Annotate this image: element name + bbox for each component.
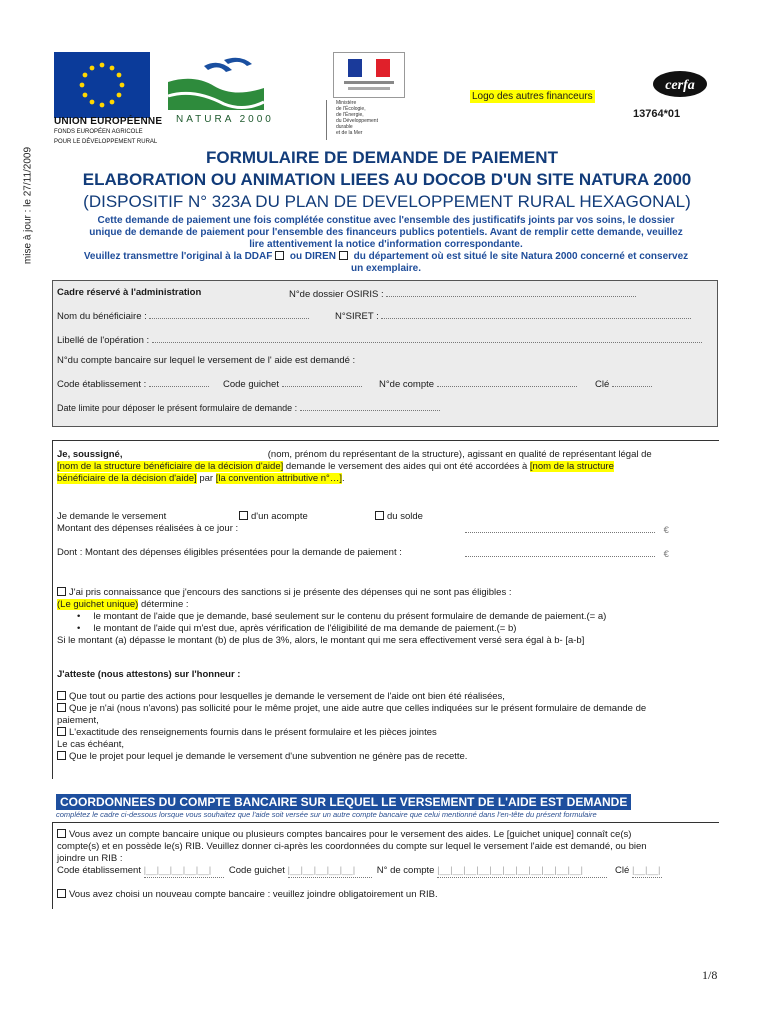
osiris-row bbox=[289, 287, 636, 300]
num-compte-label: N°de compte bbox=[379, 379, 435, 390]
libelle-label: Libellé de l'opération : bbox=[57, 335, 150, 346]
libelle-field[interactable] bbox=[152, 333, 702, 343]
form-title: FORMULAIRE DE DEMANDE DE PAIEMENT bbox=[206, 148, 558, 167]
bank-num-compte-field[interactable]: |__|__|__|__|__|__|__|__|__|__|__| bbox=[437, 865, 607, 878]
eu-flag-icon bbox=[54, 52, 150, 118]
admin-box bbox=[52, 280, 718, 427]
demande-text: demande le versement des aides qui ont été accordées à bbox=[285, 461, 528, 472]
attest-item-4: Le cas échéant, bbox=[57, 739, 125, 750]
date-limite-field[interactable] bbox=[300, 401, 440, 411]
ddaf-checkbox[interactable] bbox=[275, 251, 284, 260]
beneficiaire-field[interactable] bbox=[149, 309, 309, 319]
dont-label: Dont : Montant des dépenses éligibles présentées pour la demande de paiement : bbox=[57, 547, 402, 558]
beneficiaire-label: Nom du bénéficiaire : bbox=[57, 311, 147, 322]
convention-highlight: [la convention attributive n°…] bbox=[215, 473, 342, 484]
form-dispositif: (DISPOSITIF N° 323A DU PLAN DE DEVELOPPEMENT RURAL HEXAGONAL) bbox=[83, 192, 691, 211]
montant-field[interactable] bbox=[465, 523, 655, 533]
attest-checkbox-2[interactable] bbox=[57, 703, 66, 712]
bank-cle-field[interactable]: |__|__| bbox=[631, 865, 661, 876]
num-compte-row bbox=[379, 377, 577, 390]
bullet-icon: • bbox=[77, 623, 94, 634]
bank-rib-row bbox=[57, 865, 662, 878]
bank-section-subtitle: complétez le cadre ci-dessous lorsque vous souhaitez que l'aide soit versée sur un autre compte bancaire que celui mentionné dans l'en-tête du présent formulaire bbox=[56, 810, 597, 819]
intro-line: unique de demande de paiement pour l'ensemble des financeurs publics potentiels. Avant de remplir cette demande, veuillez bbox=[89, 227, 683, 238]
attest-text-1: Que tout ou partie des actions pour lesquelles je demande le versement de l'aide ont bien été réalisées, bbox=[69, 691, 505, 702]
structure-highlight-2a: [nom de la structure bbox=[529, 461, 614, 472]
bank-p1c: joindre un RIB : bbox=[57, 853, 123, 864]
je-soussigne: Je, soussigné, bbox=[57, 449, 123, 460]
bank-p1a: Vous avez un compte bancaire unique ou plusieurs comptes bancaires pour le versement des aides. Le [guichet unique] connaît ce(s) bbox=[69, 829, 632, 840]
attest-item-5 bbox=[57, 751, 467, 763]
bank-code-guichet-label: Code guichet bbox=[228, 865, 285, 876]
code-guichet-field[interactable] bbox=[282, 377, 362, 387]
attest-text-5: Que le projet pour lequel je demande le versement d'une subvention ne génère pas de recette. bbox=[69, 751, 468, 762]
bank-box bbox=[52, 822, 719, 909]
euro-symbol-2: € bbox=[663, 549, 669, 560]
siret-label: N°SIRET : bbox=[335, 311, 379, 322]
declaration-end: . bbox=[342, 473, 345, 484]
bank-section-title: COORDONNEES DU COMPTE BANCAIRE SUR LEQUEL LE VERSEMENT DE L'AIDE EST DEMANDE bbox=[56, 794, 631, 810]
siret-row bbox=[335, 309, 691, 322]
si-text: Si le montant (a) dépasse le montant (b) de plus de 3%, alors, le montant qui me sera effectivement versé sera égal à b- [a-b] bbox=[57, 635, 585, 646]
other-financeurs-placeholder: Logo des autres financeurs bbox=[472, 91, 593, 102]
intro-line: lire attentivement la notice d'information correspondante. bbox=[249, 239, 523, 250]
eu-caption-line2: FONDS EUROPÉEN AGRICOLE bbox=[54, 129, 143, 135]
admin-title: Cadre réservé à l'administration bbox=[57, 287, 202, 298]
cerfa-logo-icon bbox=[652, 70, 708, 98]
bank-code-etab-field[interactable]: |__|__|__|__|__| bbox=[144, 865, 224, 878]
sanctions-checkbox[interactable] bbox=[57, 587, 66, 596]
ministry-line: Ministère bbox=[336, 100, 357, 106]
form-subtitle: ELABORATION OU ANIMATION LIEES AU DOCOB D'UN SITE NATURA 2000 bbox=[82, 170, 692, 189]
date-limite-label: Date limite pour déposer le présent formulaire de demande : bbox=[57, 403, 298, 413]
guichet-highlight: (Le guichet unique) bbox=[57, 599, 139, 610]
page-number: 1/8 bbox=[702, 968, 718, 982]
ministry-line: de l'Énergie, bbox=[336, 112, 364, 118]
cle-label: Clé bbox=[595, 379, 610, 390]
intro-line: un exemplaire. bbox=[350, 263, 422, 274]
code-guichet-label: Code guichet bbox=[223, 379, 279, 390]
attest-item-2 bbox=[57, 703, 717, 727]
structure-highlight: [nom de la structure bénéficiaire de la décision d'aide] bbox=[57, 461, 284, 472]
eu-caption-line1: UNION EUROPÉENNE bbox=[54, 116, 163, 127]
attest-text-2a: Que je n'ai (nous n'avons) pas sollicité pour le même projet, une aide autre que celles indiquées sur le présent formulaire de demande de bbox=[69, 703, 647, 714]
bank-cle-label: Clé bbox=[615, 865, 630, 876]
bullet-a-text: le montant de l'aide que je demande, basé seulement sur le contenu du présent formulaire de demande de paiement.(= a) bbox=[93, 611, 607, 622]
dont-field[interactable] bbox=[465, 547, 655, 557]
demande-label: Je demande le versement bbox=[57, 511, 167, 522]
code-guichet-row bbox=[223, 377, 362, 390]
bank-code-etab-label: Code établissement bbox=[57, 865, 141, 876]
republique-francaise-logo-icon bbox=[333, 52, 405, 98]
natura-2000-text: NATURA 2000 bbox=[176, 114, 274, 125]
attest-text-3: L'exactitude des renseignements fournis dans le présent formulaire et les pièces jointes bbox=[69, 727, 437, 738]
intro-line bbox=[56, 251, 716, 263]
bank-unique-checkbox[interactable] bbox=[57, 829, 66, 838]
cle-row bbox=[595, 377, 652, 390]
attest-text-2b: paiement, bbox=[57, 715, 99, 726]
attest-item-3 bbox=[57, 727, 437, 739]
osiris-field[interactable] bbox=[386, 287, 636, 297]
bank-new-checkbox[interactable] bbox=[57, 889, 66, 898]
update-date-note: mise à jour : le 27/11/2009 bbox=[22, 146, 34, 265]
acompte-label: d'un acompte bbox=[251, 511, 308, 522]
cle-field[interactable] bbox=[612, 377, 652, 387]
ministry-line: durable bbox=[336, 124, 353, 130]
bullet-icon: • bbox=[77, 611, 94, 622]
bank-code-guichet-field[interactable]: |__|__|__|__|__| bbox=[288, 865, 372, 878]
intro-departement: du département où est situé le site Natura 2000 concerné et conservez bbox=[353, 251, 689, 262]
ministry-text bbox=[336, 100, 396, 136]
eu-caption-line3: POUR LE DÉVELOPPEMENT RURAL bbox=[54, 139, 158, 145]
osiris-label: N°de dossier OSIRIS : bbox=[289, 289, 384, 300]
euro-symbol: € bbox=[663, 525, 669, 536]
par-text: par bbox=[199, 473, 214, 484]
solde-checkbox[interactable] bbox=[375, 511, 384, 520]
acompte-checkbox[interactable] bbox=[239, 511, 248, 520]
diren-checkbox[interactable] bbox=[339, 251, 348, 260]
code-etab-row bbox=[57, 377, 209, 390]
dont-row bbox=[465, 547, 669, 561]
solde-label: du solde bbox=[387, 511, 423, 522]
nom-desc: (nom, prénom du représentant de la structure), agissant en qualité de représentant légal de bbox=[267, 449, 652, 460]
solde-option bbox=[375, 511, 423, 523]
structure-highlight-2b: bénéficiaire de la décision d'aide] bbox=[57, 473, 197, 484]
ministry-line: du Développement bbox=[336, 118, 378, 124]
bank-new-row bbox=[57, 889, 438, 901]
beneficiaire-row bbox=[57, 309, 309, 322]
declaration-paragraph bbox=[57, 449, 717, 485]
cerfa-logo-text: cerfa bbox=[665, 78, 695, 93]
cerfa-number: 13764*01 bbox=[633, 108, 681, 120]
code-etab-label: Code établissement : bbox=[57, 379, 147, 390]
bank-p2: Vous avez choisi un nouveau compte bancaire : veuillez joindre obligatoirement un RIB. bbox=[69, 889, 438, 900]
intro-diren: ou DIREN bbox=[289, 251, 337, 262]
bank-num-compte-label: N° de compte bbox=[376, 865, 435, 876]
siret-field[interactable] bbox=[381, 309, 691, 319]
intro-line: Cette demande de paiement une fois complétée constitue avec l'ensemble des justificatifs joints par vos soins, le dossier bbox=[97, 215, 675, 226]
attest-checkbox-5[interactable] bbox=[57, 751, 66, 760]
bullet-b-text: le montant de l'aide qui m'est due, après vérification de l'éligibilité de ma demande de paiement.(= b) bbox=[93, 623, 517, 634]
num-compte-field[interactable] bbox=[437, 377, 577, 387]
attest-item-1 bbox=[57, 691, 505, 703]
eu-caption bbox=[54, 117, 164, 147]
bank-p1b: compte(s) et en possède le(s) RIB. Veuillez donner ci-après les coordonnées du compte sur lequel le versement l'aide est demandé, ou bien bbox=[57, 841, 647, 852]
guichet-row bbox=[57, 599, 189, 611]
atteste-title: J'atteste (nous attestons) sur l'honneur : bbox=[57, 669, 241, 680]
montant-row bbox=[465, 523, 669, 537]
intro-ddaf: Veuillez transmettre l'original à la DDAF bbox=[83, 251, 273, 262]
bullet-b bbox=[77, 623, 516, 635]
bank-unique-paragraph bbox=[57, 829, 717, 865]
date-limite-row bbox=[57, 401, 440, 413]
bullet-a bbox=[77, 611, 606, 623]
compte-label: N°du compte bancaire sur lequel le versement de l' aide est demandé : bbox=[57, 355, 356, 366]
ministry-line: de l'Écologie, bbox=[336, 106, 366, 112]
code-etab-field[interactable] bbox=[149, 377, 209, 387]
determine-text: détermine : bbox=[140, 599, 189, 610]
acompte-option bbox=[239, 511, 308, 523]
intro-text bbox=[56, 215, 716, 275]
attest-checkbox-3[interactable] bbox=[57, 727, 66, 736]
libelle-row bbox=[57, 333, 702, 346]
sanctions-row bbox=[57, 587, 511, 599]
attest-checkbox-1[interactable] bbox=[57, 691, 66, 700]
montant-label: Montant des dépenses réalisées à ce jour : bbox=[57, 523, 239, 534]
ministry-line: et de la Mer bbox=[336, 130, 363, 136]
declaration-section bbox=[52, 440, 719, 779]
sanctions-text: J'ai pris connaissance que j'encours des sanctions si je présente des dépenses qui ne sont pas éligibles : bbox=[69, 587, 512, 598]
